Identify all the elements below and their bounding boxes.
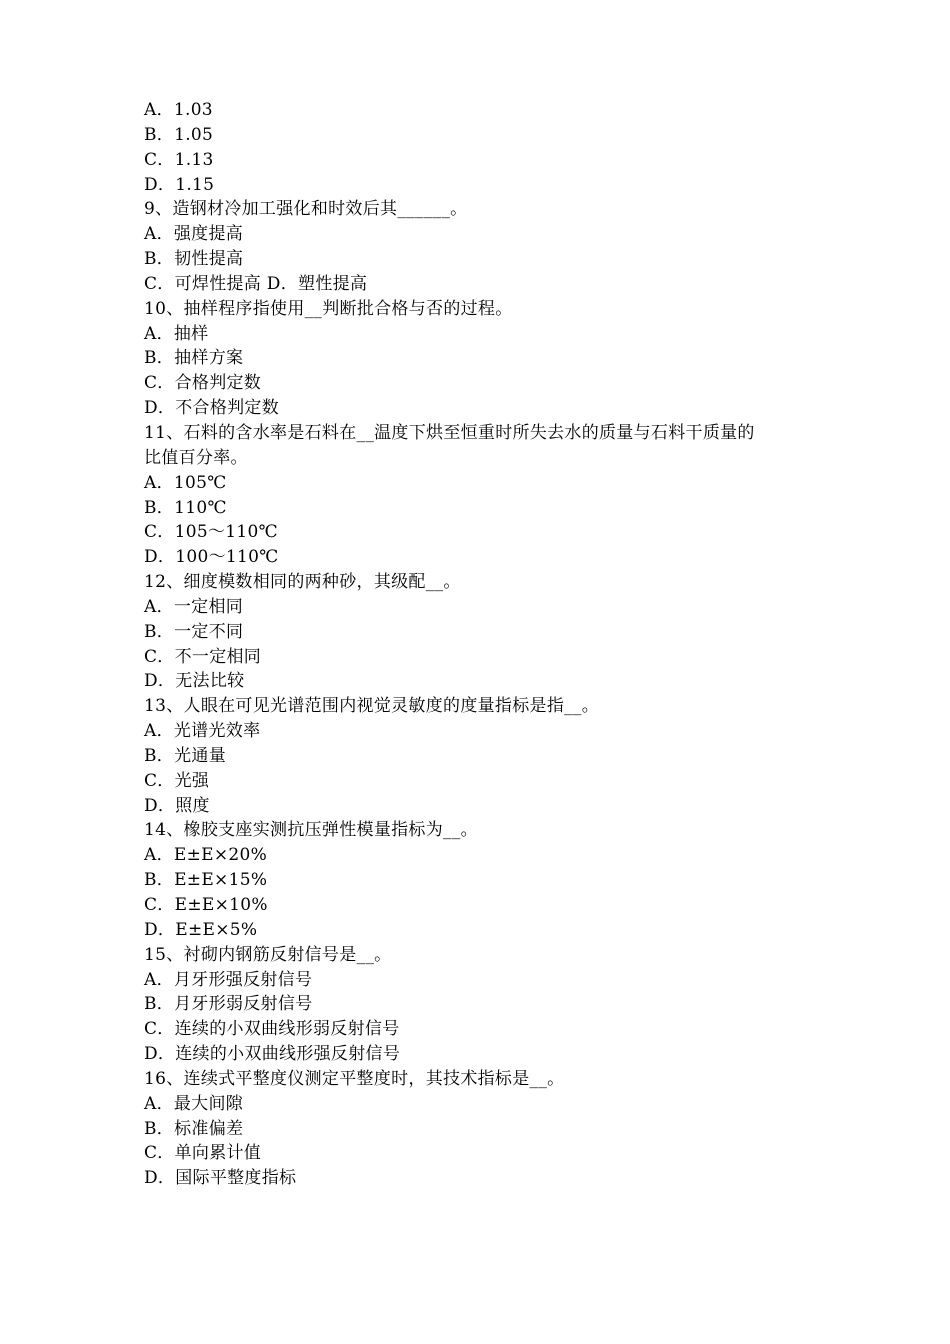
option-a-q8: A．1.03 <box>144 100 213 120</box>
option-a-q13: A．光谱光效率 <box>144 721 261 742</box>
option-c-q13: C．光强 <box>144 770 210 791</box>
option-a-q9: A．强度提高 <box>144 224 244 245</box>
option-b-q9: B．韧性提高 <box>144 249 244 270</box>
option-c-q12: C．不一定相同 <box>144 646 262 667</box>
question-15: 15、衬砌内钢筋反射信号是__。 <box>144 944 392 965</box>
question-9: 9、造钢材冷加工强化和时效后其______。 <box>144 199 468 220</box>
option-a-q16: A．最大间隙 <box>144 1093 244 1114</box>
option-d-q8: D．1.15 <box>144 174 215 195</box>
option-b-q10: B．抽样方案 <box>144 348 244 369</box>
option-c-q10: C．合格判定数 <box>144 373 262 394</box>
option-d-q12: D．无法比较 <box>144 671 245 692</box>
question-11-continued: 比值百分率。 <box>144 447 248 468</box>
option-c-q15: C．连续的小双曲线形弱反射信号 <box>144 1019 400 1040</box>
option-d-q11: D．100～110℃ <box>144 547 279 568</box>
question-11: 11、石料的含水率是石料在__温度下烘至恒重时所失去水的质量与石料干质量的 <box>144 422 755 443</box>
option-a-q12: A．一定相同 <box>144 596 244 617</box>
option-d-q14: D．E±E×5% <box>144 919 258 940</box>
option-d-q16: D．国际平整度指标 <box>144 1168 297 1189</box>
option-cd-q9: C．可焊性提高 D．塑性提高 <box>144 273 368 294</box>
question-14: 14、橡胶支座实测抗压弹性模量指标为__。 <box>144 820 478 841</box>
option-b-q8: B．1.05 <box>144 124 214 145</box>
document-body <box>144 98 824 1191</box>
option-c-q14: C．E±E×10% <box>144 895 268 915</box>
option-b-q16: B．标准偏差 <box>144 1118 244 1139</box>
option-c-q16: C．单向累计值 <box>144 1143 262 1164</box>
option-d-q15: D．连续的小双曲线形强反射信号 <box>144 1044 401 1065</box>
option-c-q8: C．1.13 <box>144 149 214 170</box>
question-10: 10、抽样程序指使用__判断批合格与否的过程。 <box>144 298 513 319</box>
option-a-q14: A．E±E×20% <box>144 845 268 866</box>
option-b-q14: B．E±E×15% <box>144 870 268 891</box>
option-b-q12: B．一定不同 <box>144 621 244 642</box>
option-a-q15: A．月牙形强反射信号 <box>144 969 313 990</box>
option-b-q13: B．光通量 <box>144 745 226 766</box>
option-b-q11: B．110℃ <box>144 497 227 518</box>
question-12: 12、细度模数相同的两种砂，其级配__。 <box>144 572 461 593</box>
option-b-q15: B．月牙形弱反射信号 <box>144 994 313 1015</box>
option-c-q11: C．105～110℃ <box>144 522 278 543</box>
option-d-q13: D．照度 <box>144 795 210 816</box>
question-16: 16、连续式平整度仪测定平整度时，其技术指标是__。 <box>144 1068 565 1089</box>
option-a-q10: A．抽样 <box>144 323 209 344</box>
question-13: 13、人眼在可见光谱范围内视觉灵敏度的度量指标是指__。 <box>144 696 600 717</box>
option-d-q10: D．不合格判定数 <box>144 398 280 419</box>
option-a-q11: A．105℃ <box>144 472 227 493</box>
